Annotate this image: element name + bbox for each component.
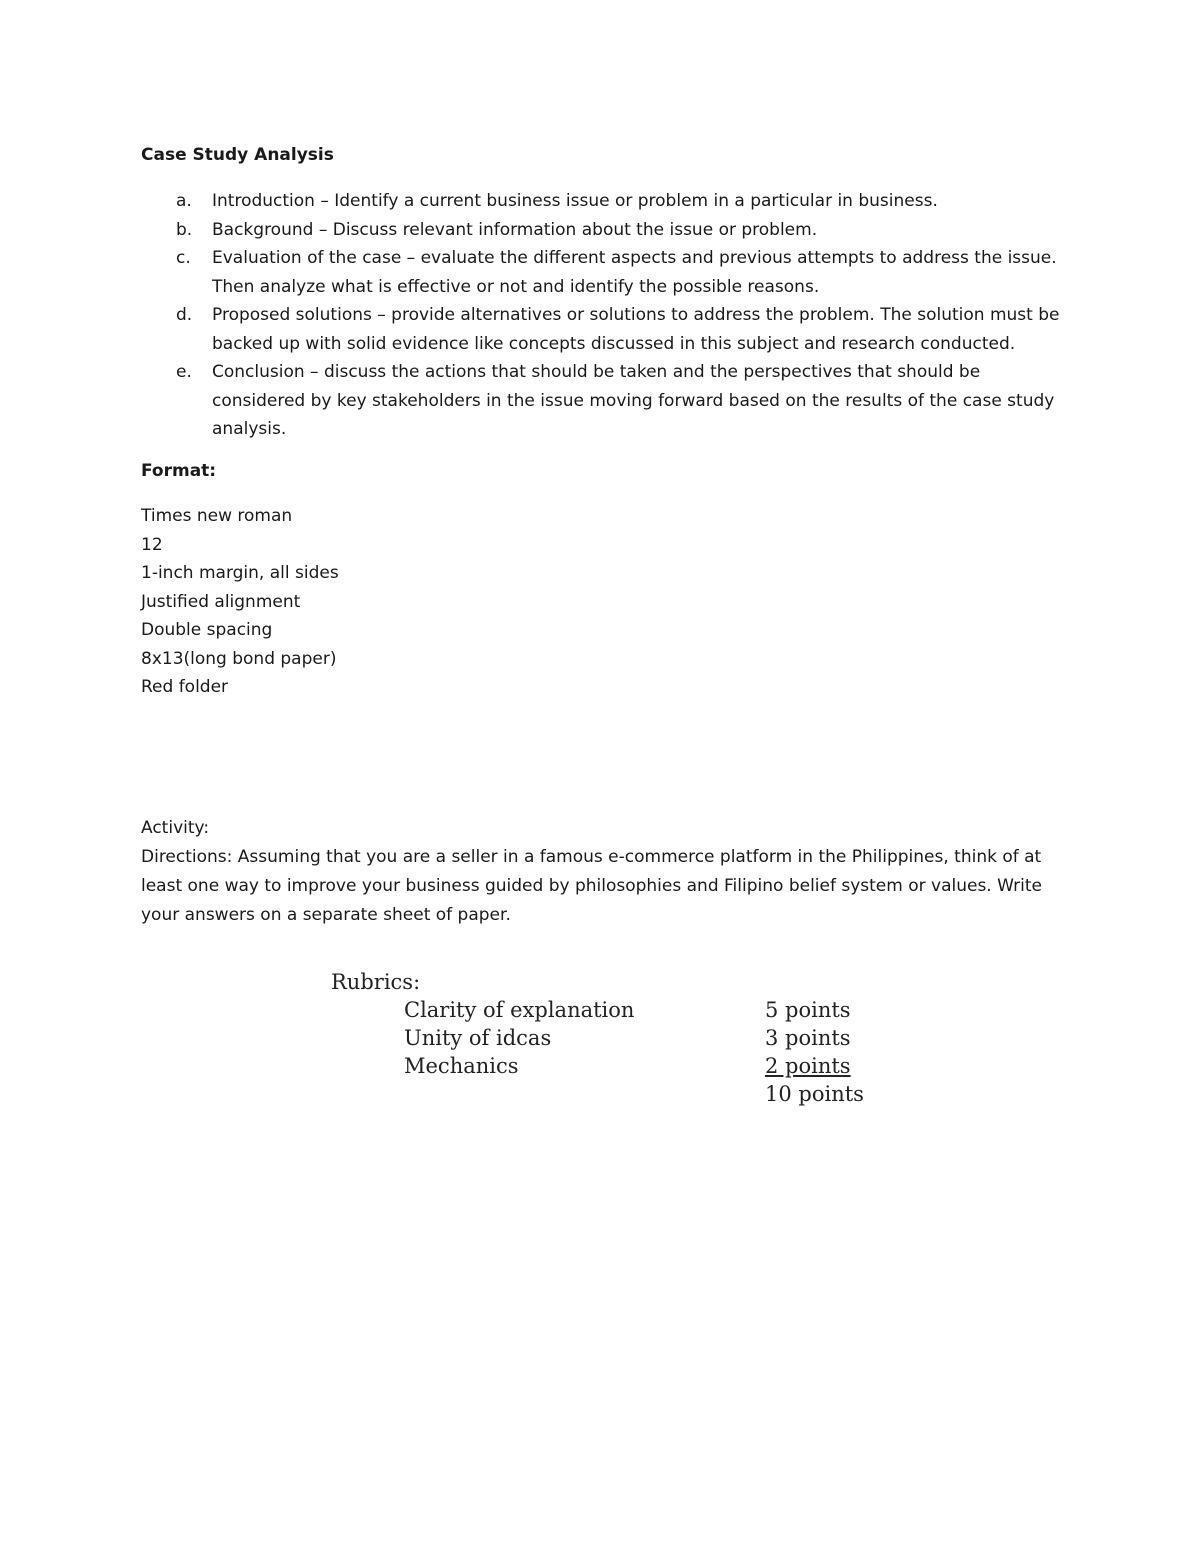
activity-section	[141, 814, 1081, 930]
format-item: 1-inch margin, all sides	[141, 563, 339, 583]
format-item: 12	[141, 534, 163, 555]
list-item	[141, 358, 1071, 444]
activity-heading: Activity:	[141, 818, 210, 838]
activity-directions: Directions: Assuming that you are a seller in a famous e-commerce platform in the Philippines, think of at least one way to improve your business guided by philosophies and Filipino belief system or values. Write your answers on a separate sheet of paper.	[141, 847, 1042, 925]
rubric-label: Unity of idcas	[404, 1026, 552, 1050]
list-marker: c.	[176, 248, 191, 268]
rubric-points: 2 points	[765, 1054, 851, 1078]
format-list	[141, 502, 339, 702]
list-item-text: Conclusion – discuss the actions that should be taken and the perspectives that should be considered by key stakeholders in the issue moving forward based on the results of the case study analysis.	[212, 362, 1055, 439]
list-item	[141, 187, 1071, 216]
list-item	[141, 301, 1071, 358]
list-item-text: Introduction – Identify a current business issue or problem in a particular in business.	[212, 191, 938, 211]
rubric-total: 10 points	[765, 1082, 864, 1106]
format-heading: Format:	[141, 461, 217, 481]
rubrics-table	[331, 968, 891, 1108]
rubrics-heading-row	[331, 968, 891, 996]
list-marker: b.	[176, 219, 193, 240]
list-item-text: Evaluation of the case – evaluate the different aspects and previous attempts to address the issue. Then analyze what is effective or not and identify the possible reasons.	[212, 248, 1057, 297]
list-item-text: Proposed solutions – provide alternatives or solutions to address the problem. The solution must be backed up with solid evidence like concepts discussed in this subject and research conducted.	[212, 305, 1060, 354]
format-item: Red folder	[141, 677, 229, 697]
rubric-row	[331, 1024, 891, 1052]
rubrics-heading: Rubrics:	[331, 970, 421, 994]
rubric-label: Clarity of explanation	[404, 998, 635, 1022]
format-item: 8x13(long bond paper)	[141, 648, 337, 669]
list-marker: e.	[176, 362, 192, 382]
rubric-label: Mechanics	[404, 1054, 519, 1078]
section-list	[141, 187, 1071, 444]
list-marker: a.	[176, 191, 192, 211]
rubric-points: 3 points	[765, 1026, 851, 1050]
format-item: Times new roman	[141, 506, 293, 526]
page-title: Case Study Analysis	[141, 145, 334, 165]
rubric-points: 5 points	[765, 998, 851, 1022]
list-item	[141, 244, 1071, 301]
list-marker: d.	[176, 305, 193, 325]
format-item: Justified alignment	[141, 591, 301, 612]
list-item	[141, 216, 1071, 245]
rubric-row	[331, 1052, 891, 1080]
list-item-text: Background – Discuss relevant information about the issue or problem.	[212, 219, 818, 240]
format-item: Double spacing	[141, 620, 273, 640]
rubric-row	[331, 996, 891, 1024]
rubric-total-row	[331, 1080, 891, 1108]
